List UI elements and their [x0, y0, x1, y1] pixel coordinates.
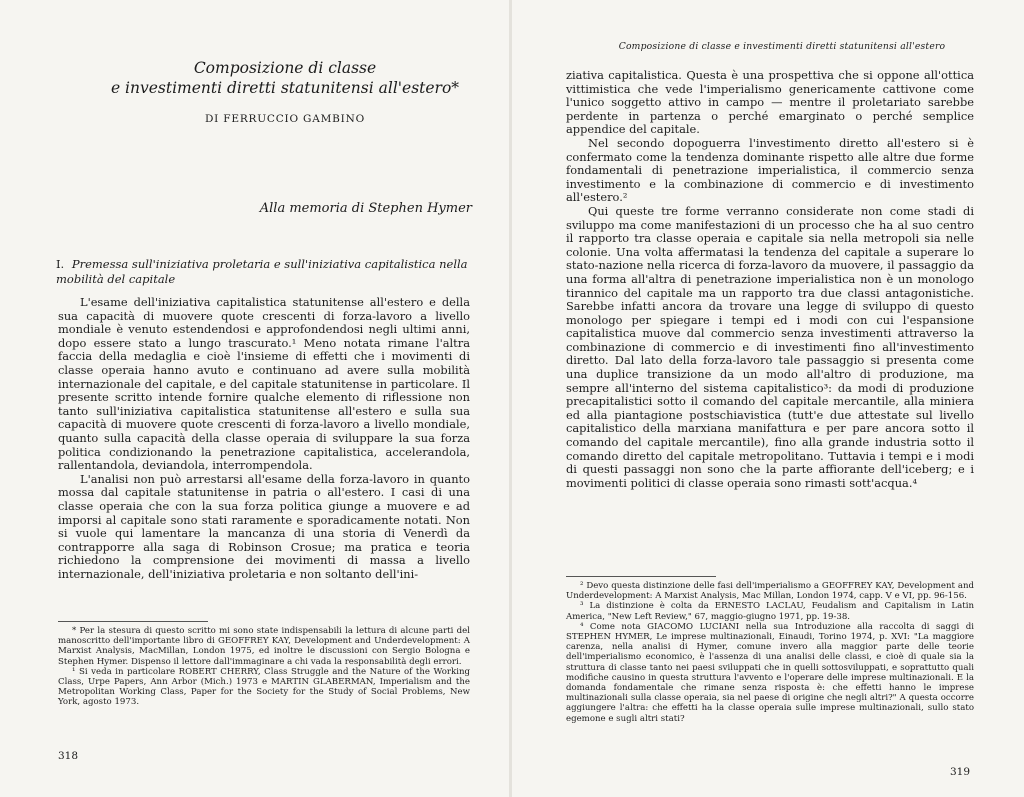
paragraph: ziativa capitalistica. Questa è una prospettiva che si oppone all'ottica vittimistica che vede l'imperialismo genericamente cattivone come l'unico soggetto attivo in campo — mentre il proletariato sarebbe perdente in partenza o perché emarginato o perché semplice appendice del capitale. [566, 68, 974, 137]
section-title: Premessa sull'iniziativa proletaria e sull'iniziativa capitalistica nella mobilità del capitale [56, 257, 468, 286]
page-number-left: 318 [58, 750, 79, 762]
article-title-line-1: Composizione di classe [193, 59, 377, 77]
right-footnotes [566, 581, 974, 724]
footnote: ³ La distinzione è colta da ERNESTO LACLAU, Feudalism and Capitalism in Latin America, "New Left Review," 67, maggio-giugno 1971, pp. 19-38. [566, 601, 974, 622]
footnote: ⁴ Come nota GIACOMO LUCIANI nella sua Introduzione alla raccolta di saggi di STEPHEN HYMER, Le imprese multinazionali, Einaudi, Torino 1974, p. XVI: "La maggiore carenza, nella analisi di Hymer, comune invero alla maggior parte delle teorie dell'imperialismo economico, è l'assenza di una analisi delle classi, e cioè di quale sia la struttura di classe tanto nei paesi sviluppati che in quelli sottosviluppati, e soprattutto quali modifiche causino in questa struttura l'avvento e l'operare delle imprese multinazionali. E la domanda fondamentale che rimane senza risposta è: che effetti hanno le imprese multinazionali sulla classe operaia, sia nel paese di origine che negli altri?" A questa occorre aggiungere l'altra: che effetti ha la classe operaia sulle imprese multinazionali, sullo stato egemone e sugli altri stati? [566, 621, 974, 724]
footnote: * Per la stesura di questo scritto mi sono state indispensabili la lettura di alcune parti del manoscritto dell'importante libro di GEOFFREY KAY, Development and Underdevelopment: A Marxist Analysis, MacMillan, London 1975, ed inoltre le discussioni con Sergio Bologna e Stephen Hymer. Dispenso il lettore dall'immaginare a chi vada la responsabilità degli errori. [58, 626, 470, 667]
paragraph: L'esame dell'iniziativa capitalistica statunitense all'estero e della sua capacità di muovere quote crescenti di forza-lavoro a livello mondiale è venuto estendendosi e approfondendosi negli ultimi anni, dopo essere stato a lungo trascurato.¹ Meno notata rimane l'altra faccia della medaglia e cioè l'insieme di effetti che i movimenti di classe operaia hanno avuto e continuano ad avere sulla mobilità internazionale del capitale, e del capitale statunitense in particolare. Il presente scritto intende fornire qualche elemento di riflessione non tanto sull'iniziativa capitalistica statunitense all'estero e sulla sua capacità di muovere quote crescenti di forza-lavoro a livello mondiale, quanto sulla capacità della classe operaia di sviluppare la sua forza politica condizionando la penetrazione capitalistica, accelerandola, rallentandola, deviandola, interrompendola. [58, 295, 470, 473]
left-page [0, 0, 510, 797]
footnote: ¹ Si veda in particolare ROBERT CHERRY, Class Struggle and the Nature of the Working Class, Urpe Papers, Ann Arbor (Mich.) 1973 e MARTIN GLABERMAN, Imperialism and the Metropolitan Working Class, Paper for the Society for the Study of Social Problems, New York, agosto 1973. [58, 666, 470, 708]
article-title [100, 58, 470, 98]
paragraph: L'analisi non può arrestarsi all'esame della forza-lavoro in quanto mossa dal capitale statunitense in patria o all'estero. I casi di una classe operaia che con la sua forza politica giunge a muovere e ad imporsi al capitale sono stati raramente e sporadicamente notati. Non si vuole qui lamentare la mancanza di una storia di Venerdì da contrapporre alla saga di Robinson Crosue; ma pratica e teoria richiedono la comprensione dei movimenti di massa a livello internazionale, dell'iniziativa proletaria e non soltanto dell'ini- [58, 471, 470, 581]
left-body-text [58, 296, 470, 581]
footnote: ² Devo questa distinzione delle fasi dell'imperialismo a GEOFFREY KAY, Development and Underdevelopment: A Marxist Analysis, Mac Millan, London 1974, capp. V e VI, pp. 96-156. [566, 581, 974, 602]
page-number-right: 319 [950, 766, 971, 778]
section-number: I. [56, 257, 65, 271]
author-byline: DI FERRUCCIO GAMBINO [204, 113, 366, 125]
left-footnotes [58, 626, 470, 708]
footnote-divider [58, 621, 208, 622]
dedication: Alla memoria di Stephen Hymer [259, 201, 472, 216]
article-title-line-2: e investimenti diretti statunitensi all'estero* [110, 79, 460, 97]
paragraph: Nel secondo dopoguerra l'investimento diretto all'estero si è confermato come la tendenza dominante rispetto alle altre due forme fondamentali di penetrazione imperialistica, il commercio senza investimento e la combinazione di commercio e di investimento all'estero.² [566, 135, 974, 205]
paragraph: Qui queste tre forme verranno considerate non come stadi di sviluppo ma come manifestazioni di un processo che ha al suo centro il rapporto tra classe operaia e capitale sia nella metropoli sia nelle colonie. Una volta affermatasi la tendenza del capitale a superare lo stato-nazione nella ricerca di forza-lavoro da muovere, il passaggio da una forma all'altra di penetrazione imperialistica non è un monologo tirannico del capitale ma un rapporto tra due classi antagonistiche. Sarebbe infatti ancora da trovare una legge di sviluppo di questo monologo per spiegare i tempi ed i modi con cui l'espansione capitalistica muove dal commercio senza investimenti attraverso la combinazione di commercio e di investimenti fino all'investimento diretto. Dal lato della forza-lavoro tale passaggio si presenta come una duplice transizione da un modo all'altro di produzione, ma sempre all'interno del sistema capitalistico³: da modi di produzione precapitalistici sotto il comando del capitale mercantile, alla miniera ed alla piantagione postschiavistica (tutt'e due attestate sul livello capitalistico della marxiana manifattura e per pare ancora sotto il comando del capitale mercantile), fino alla grande industria sotto il comando diretto del capitale metropolitano. Tuttavia i tempi e i modi di questi passaggi non sono che la parte affiorante dell'iceberg; e i movimenti politici di classe operaia sono rimasti sott'acqua.⁴ [566, 203, 974, 490]
right-body-text [566, 69, 974, 490]
section-heading [56, 257, 476, 287]
footnote-divider [566, 576, 716, 577]
running-head: Composizione di classe e investimenti diretti statunitensi all'estero [618, 41, 946, 52]
